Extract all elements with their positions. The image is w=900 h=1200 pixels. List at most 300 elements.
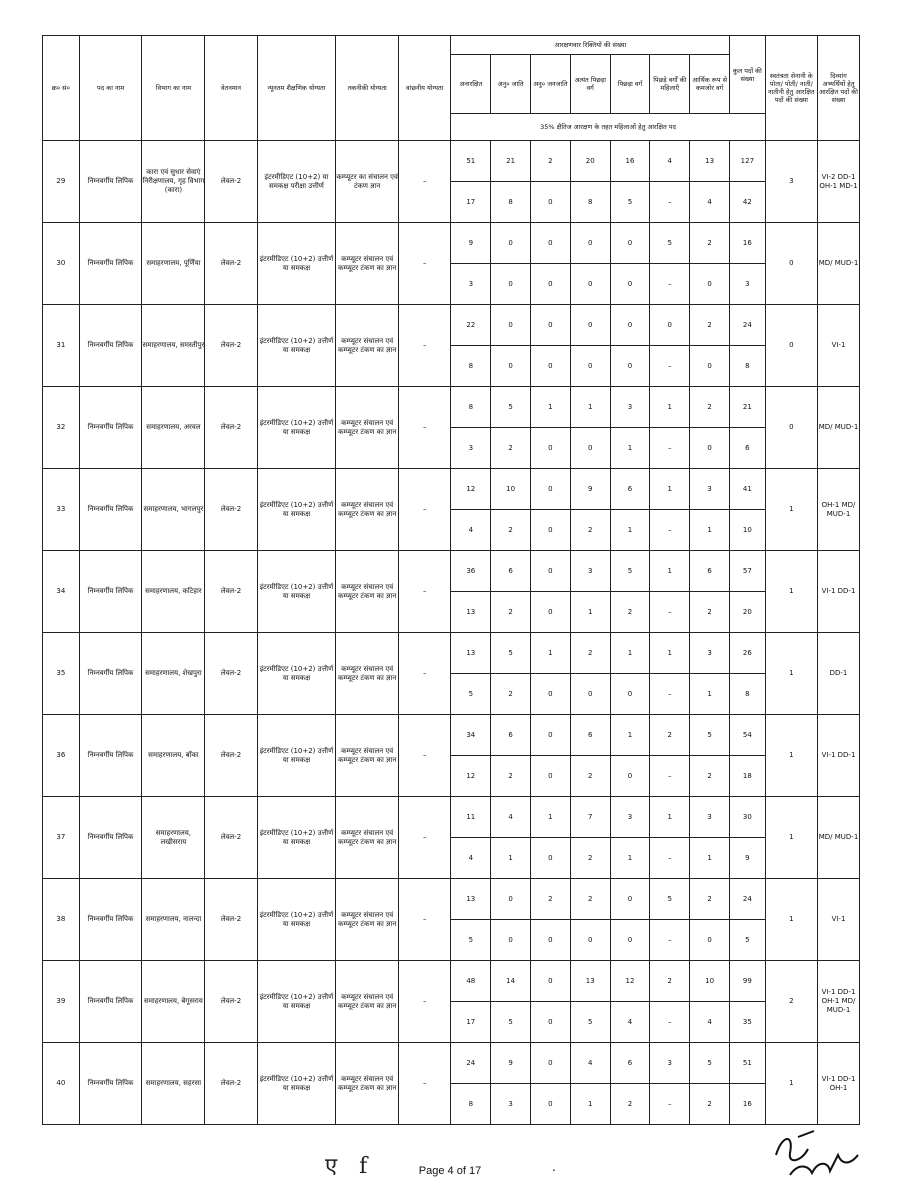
row-freedom-fighter: 1 <box>765 551 817 633</box>
women-vacancy-count: 2 <box>610 592 650 633</box>
women-vacancy-count: 3 <box>451 428 491 469</box>
women-vacancy-count: 0 <box>491 264 531 305</box>
table-row <box>43 141 860 182</box>
row-technical: कम्प्यूटर का संचालन एवं टंकण ज्ञान <box>336 141 399 223</box>
row-min-education: इंटरमीडिएट (10+2) उत्तीर्ण या समकक्ष <box>257 469 336 551</box>
row-post-name: निम्नवर्गीय लिपिक <box>79 469 142 551</box>
vacancy-count: 0 <box>491 879 531 920</box>
row-freedom-fighter: 3 <box>765 141 817 223</box>
women-vacancy-count: 0 <box>531 264 571 305</box>
vacancy-count: 99 <box>730 961 766 1002</box>
header-divyang: दिव्यांग अभ्यर्थियों हेतु आरक्षित पदों की संख्या <box>818 36 860 141</box>
women-vacancy-count: – <box>650 182 690 223</box>
row-divyang: MD/ MUD-1 <box>818 797 860 879</box>
row-divyang: VI-2 DD-1 OH-1 MD-1 <box>818 141 860 223</box>
row-sno: 29 <box>43 141 80 223</box>
row-desirable: – <box>399 551 451 633</box>
table-row <box>43 305 860 346</box>
row-department: समाहरणालय, बेगूसराय <box>142 961 205 1043</box>
vacancy-count: 2 <box>690 387 730 428</box>
women-vacancy-count: 0 <box>690 920 730 961</box>
row-sno: 34 <box>43 551 80 633</box>
vacancy-count: 4 <box>650 141 690 182</box>
vacancy-count: 4 <box>570 1043 610 1084</box>
table-header <box>43 36 860 141</box>
row-department: समाहरणालय, समस्तीपुर <box>142 305 205 387</box>
row-post-name: निम्नवर्गीय लिपिक <box>79 715 142 797</box>
row-freedom-fighter: 1 <box>765 633 817 715</box>
vacancy-count: 0 <box>610 879 650 920</box>
vacancy-count: 9 <box>491 1043 531 1084</box>
table-row <box>43 961 860 1002</box>
vacancy-count: 8 <box>451 387 491 428</box>
row-min-education: इंटरमीडिएट (10+2) उत्तीर्ण या समकक्ष <box>257 387 336 469</box>
row-desirable: – <box>399 1043 451 1125</box>
row-pay-level: लेवल-2 <box>205 551 257 633</box>
women-vacancy-count: – <box>650 510 690 551</box>
vacancy-count: 6 <box>570 715 610 756</box>
row-sno: 37 <box>43 797 80 879</box>
vacancy-count: 21 <box>491 141 531 182</box>
women-vacancy-count: 0 <box>690 428 730 469</box>
vacancy-count: 30 <box>730 797 766 838</box>
row-sno: 39 <box>43 961 80 1043</box>
row-divyang: VI-1 <box>818 305 860 387</box>
women-vacancy-count: – <box>650 428 690 469</box>
row-post-name: निम्नवर्गीय लिपिक <box>79 961 142 1043</box>
row-divyang: OH-1 MD/ MUD-1 <box>818 469 860 551</box>
row-department: समाहरणालय, सहरसा <box>142 1043 205 1125</box>
row-department: समाहरणालय, लखीसराय <box>142 797 205 879</box>
women-vacancy-count: 8 <box>730 346 766 387</box>
vacancy-count: 26 <box>730 633 766 674</box>
women-vacancy-count: 0 <box>531 756 571 797</box>
row-min-education: इंटरमीडिएट (10+2) उत्तीर्ण या समकक्ष <box>257 1043 336 1125</box>
women-vacancy-count: – <box>650 674 690 715</box>
vacancy-count: 11 <box>451 797 491 838</box>
women-vacancy-count: 0 <box>690 346 730 387</box>
women-vacancy-count: 3 <box>730 264 766 305</box>
header-category: आर्थिक रूप से कमजोर वर्ग <box>690 55 730 114</box>
row-freedom-fighter: 0 <box>765 387 817 469</box>
row-divyang: DD-1 <box>818 633 860 715</box>
women-vacancy-count: 17 <box>451 1002 491 1043</box>
vacancy-count: 1 <box>650 633 690 674</box>
row-min-education: इंटरमीडिएट (10+2) उत्तीर्ण या समकक्ष <box>257 633 336 715</box>
women-vacancy-count: 2 <box>491 674 531 715</box>
vacancy-count: 0 <box>531 223 571 264</box>
women-vacancy-count: 2 <box>491 592 531 633</box>
women-vacancy-count: 1 <box>610 428 650 469</box>
header-department: विभाग का नाम <box>142 36 205 141</box>
vacancy-count: 7 <box>570 797 610 838</box>
vacancy-count: 3 <box>610 387 650 428</box>
vacancy-count: 1 <box>650 469 690 510</box>
women-vacancy-count: 35 <box>730 1002 766 1043</box>
row-freedom-fighter: 1 <box>765 879 817 961</box>
vacancy-count: 0 <box>650 305 690 346</box>
vacancy-count: 5 <box>690 715 730 756</box>
vacancy-count: 5 <box>650 223 690 264</box>
row-freedom-fighter: 0 <box>765 223 817 305</box>
row-department: समाहरणालय, पूर्णिया <box>142 223 205 305</box>
header-category-group: आरक्षणवार रिक्तियों की संख्या <box>451 36 730 55</box>
row-divyang: VI-1 DD-1 OH-1 MD/ MUD-1 <box>818 961 860 1043</box>
table-row <box>43 879 860 920</box>
row-pay-level: लेवल-2 <box>205 469 257 551</box>
vacancy-count: 5 <box>491 633 531 674</box>
vacancy-count: 0 <box>570 223 610 264</box>
women-vacancy-count: – <box>650 592 690 633</box>
women-vacancy-count: 2 <box>491 428 531 469</box>
header-category: पिछड़े वर्गों की महिलाएँ <box>650 55 690 114</box>
header-min-education: न्यूनतम शैक्षणिक योग्यता <box>257 36 336 141</box>
women-vacancy-count: 0 <box>610 920 650 961</box>
vacancy-count: 3 <box>690 797 730 838</box>
women-vacancy-count: 8 <box>730 674 766 715</box>
header-technical: तकनीकी योग्यता <box>336 36 399 141</box>
women-vacancy-count: 4 <box>690 182 730 223</box>
row-desirable: – <box>399 469 451 551</box>
vacancy-count: 24 <box>730 305 766 346</box>
row-post-name: निम्नवर्गीय लिपिक <box>79 879 142 961</box>
vacancy-count: 2 <box>650 961 690 1002</box>
row-technical: कम्प्यूटर संचालन एवं कम्प्यूटर टंकण का ज्ञान <box>336 797 399 879</box>
women-vacancy-count: 10 <box>730 510 766 551</box>
women-vacancy-count: 0 <box>570 428 610 469</box>
vacancy-count: 21 <box>730 387 766 428</box>
women-vacancy-count: 0 <box>531 346 571 387</box>
vacancy-count: 0 <box>491 223 531 264</box>
row-divyang: VI-1 DD-1 <box>818 715 860 797</box>
vacancy-count: 6 <box>610 1043 650 1084</box>
table-row <box>43 633 860 674</box>
row-divyang: VI-1 DD-1 OH-1 <box>818 1043 860 1125</box>
women-vacancy-count: 1 <box>610 510 650 551</box>
vacancy-count: 51 <box>451 141 491 182</box>
initial-mark: ए <box>325 1154 338 1179</box>
women-vacancy-count: 2 <box>491 510 531 551</box>
women-vacancy-count: 1 <box>570 592 610 633</box>
women-vacancy-count: 0 <box>491 346 531 387</box>
row-min-education: इंटरमीडिएट (10+2) उत्तीर्ण या समकक्ष <box>257 879 336 961</box>
row-desirable: – <box>399 141 451 223</box>
vacancy-count: 6 <box>690 551 730 592</box>
vacancy-count: 51 <box>730 1043 766 1084</box>
vacancy-count: 36 <box>451 551 491 592</box>
women-vacancy-count: 2 <box>690 1084 730 1125</box>
initial-mark: f <box>359 1154 368 1179</box>
women-vacancy-count: 6 <box>730 428 766 469</box>
header-post-name: पद का नाम <box>79 36 142 141</box>
row-desirable: – <box>399 879 451 961</box>
row-pay-level: लेवल-2 <box>205 715 257 797</box>
row-department: समाहरणालय, कटिहार <box>142 551 205 633</box>
vacancy-count: 14 <box>491 961 531 1002</box>
footer-dot: . <box>552 1160 556 1174</box>
header-sno: क्र० सं० <box>43 36 80 141</box>
vacancy-count: 12 <box>451 469 491 510</box>
women-vacancy-count: – <box>650 920 690 961</box>
vacancy-count: 20 <box>570 141 610 182</box>
row-department: कारा एवं सुधार सेवाएं निरीक्षणालय, गृह विभाग (कारा) <box>142 141 205 223</box>
vacancy-count: 6 <box>491 551 531 592</box>
women-vacancy-count: 2 <box>570 510 610 551</box>
women-vacancy-count: 17 <box>451 182 491 223</box>
women-vacancy-count: 1 <box>690 510 730 551</box>
women-vacancy-count: 0 <box>531 1084 571 1125</box>
header-category: अनु० जाति <box>491 55 531 114</box>
vacancy-count: 2 <box>650 715 690 756</box>
row-desirable: – <box>399 223 451 305</box>
row-pay-level: लेवल-2 <box>205 141 257 223</box>
row-technical: कम्प्यूटर संचालन एवं कम्प्यूटर टंकण का ज्ञान <box>336 387 399 469</box>
vacancy-count: 2 <box>690 879 730 920</box>
women-vacancy-count: 16 <box>730 1084 766 1125</box>
row-sno: 40 <box>43 1043 80 1125</box>
vacancy-count: 0 <box>570 305 610 346</box>
women-vacancy-count: 5 <box>451 920 491 961</box>
vacancy-count: 1 <box>531 633 571 674</box>
women-vacancy-count: – <box>650 264 690 305</box>
row-desirable: – <box>399 387 451 469</box>
women-vacancy-count: 8 <box>570 182 610 223</box>
women-vacancy-count: 2 <box>610 1084 650 1125</box>
row-min-education: इंटरमीडिएट (10+2) उत्तीर्ण या समकक्ष <box>257 305 336 387</box>
women-vacancy-count: 2 <box>690 756 730 797</box>
vacancy-count: 3 <box>610 797 650 838</box>
table-row <box>43 551 860 592</box>
vacancy-count: 16 <box>610 141 650 182</box>
row-sno: 35 <box>43 633 80 715</box>
vacancy-count: 0 <box>531 1043 571 1084</box>
women-vacancy-count: 5 <box>570 1002 610 1043</box>
women-vacancy-count: 0 <box>531 838 571 879</box>
women-vacancy-count: 2 <box>491 756 531 797</box>
women-vacancy-count: 0 <box>531 1002 571 1043</box>
row-divyang: MD/ MUD-1 <box>818 223 860 305</box>
women-vacancy-count: 13 <box>451 592 491 633</box>
row-technical: कम्प्यूटर संचालन एवं कम्प्यूटर टंकण का ज्ञान <box>336 551 399 633</box>
row-post-name: निम्नवर्गीय लिपिक <box>79 1043 142 1125</box>
header-desirable: वांछनीय योग्यता <box>399 36 451 141</box>
vacancy-count: 3 <box>570 551 610 592</box>
vacancy-count: 127 <box>730 141 766 182</box>
women-vacancy-count: 0 <box>690 264 730 305</box>
row-technical: कम्प्यूटर संचालन एवं कम्प्यूटर टंकण का ज्ञान <box>336 879 399 961</box>
row-sno: 36 <box>43 715 80 797</box>
row-department: समाहरणालय, नालन्दा <box>142 879 205 961</box>
women-vacancy-count: 0 <box>570 264 610 305</box>
women-vacancy-count: – <box>650 346 690 387</box>
vacancy-count: 48 <box>451 961 491 1002</box>
row-divyang: VI-1 <box>818 879 860 961</box>
row-freedom-fighter: 1 <box>765 797 817 879</box>
vacancy-count: 2 <box>531 141 571 182</box>
vacancy-count: 9 <box>451 223 491 264</box>
table-row <box>43 223 860 264</box>
vacancy-count: 22 <box>451 305 491 346</box>
vacancy-count: 3 <box>650 1043 690 1084</box>
row-post-name: निम्नवर्गीय लिपिक <box>79 797 142 879</box>
women-vacancy-count: 2 <box>690 592 730 633</box>
vacancy-count: 3 <box>690 469 730 510</box>
header-total: कुल पदों की संख्या <box>730 36 766 114</box>
row-pay-level: लेवल-2 <box>205 633 257 715</box>
vacancy-count: 0 <box>531 715 571 756</box>
women-vacancy-count: 4 <box>451 838 491 879</box>
women-vacancy-count: 0 <box>531 182 571 223</box>
women-vacancy-count: 9 <box>730 838 766 879</box>
row-technical: कम्प्यूटर संचालन एवं कम्प्यूटर टंकण का ज्ञान <box>336 469 399 551</box>
women-vacancy-count: 2 <box>570 838 610 879</box>
vacancy-count: 0 <box>531 961 571 1002</box>
row-department: समाहरणालय, बाँका <box>142 715 205 797</box>
women-vacancy-count: 18 <box>730 756 766 797</box>
row-pay-level: लेवल-2 <box>205 305 257 387</box>
row-min-education: इंटरमीडिएट (10+2) उत्तीर्ण या समकक्ष <box>257 715 336 797</box>
vacancy-count: 6 <box>610 469 650 510</box>
row-technical: कम्प्यूटर संचालन एवं कम्प्यूटर टंकण का ज्ञान <box>336 1043 399 1125</box>
row-technical: कम्प्यूटर संचालन एवं कम्प्यूटर टंकण का ज्ञान <box>336 715 399 797</box>
women-vacancy-count: 0 <box>610 756 650 797</box>
vacancy-count: 54 <box>730 715 766 756</box>
vacancy-count: 0 <box>531 469 571 510</box>
women-vacancy-count: 1 <box>491 838 531 879</box>
vacancy-count: 24 <box>451 1043 491 1084</box>
women-vacancy-count: 0 <box>570 920 610 961</box>
row-pay-level: लेवल-2 <box>205 961 257 1043</box>
row-sno: 31 <box>43 305 80 387</box>
row-department: समाहरणालय, शेखपुरा <box>142 633 205 715</box>
women-vacancy-count: 0 <box>531 674 571 715</box>
women-vacancy-count: 0 <box>610 264 650 305</box>
row-min-education: इंटरमीडिएट (10+2) उत्तीर्ण या समकक्ष <box>257 223 336 305</box>
women-vacancy-count: 3 <box>491 1084 531 1125</box>
header-category: अनारक्षित <box>451 55 491 114</box>
table-row <box>43 797 860 838</box>
women-vacancy-count: 0 <box>531 510 571 551</box>
row-post-name: निम्नवर्गीय लिपिक <box>79 551 142 633</box>
row-post-name: निम्नवर्गीय लिपिक <box>79 387 142 469</box>
row-min-education: इंटरमीडिएट (10+2) उत्तीर्ण या समकक्ष <box>257 551 336 633</box>
row-technical: कम्प्यूटर संचालन एवं कम्प्यूटर टंकण का ज्ञान <box>336 223 399 305</box>
table-row <box>43 387 860 428</box>
vacancy-count: 13 <box>570 961 610 1002</box>
vacancy-count: 0 <box>531 551 571 592</box>
vacancy-count: 0 <box>531 305 571 346</box>
vacancy-count: 1 <box>650 387 690 428</box>
row-freedom-fighter: 2 <box>765 961 817 1043</box>
row-technical: कम्प्यूटर संचालन एवं कम्प्यूटर टंकण का ज्ञान <box>336 961 399 1043</box>
vacancy-count: 2 <box>570 879 610 920</box>
women-vacancy-count: 20 <box>730 592 766 633</box>
women-vacancy-count: 4 <box>610 1002 650 1043</box>
page-number: Page 4 of 17 <box>418 1165 482 1177</box>
vacancy-count: 1 <box>610 633 650 674</box>
women-vacancy-count: 0 <box>610 674 650 715</box>
vacancy-count: 10 <box>690 961 730 1002</box>
signature-icon <box>768 1125 868 1185</box>
row-divyang: MD/ MUD-1 <box>818 387 860 469</box>
vacancy-count: 13 <box>690 141 730 182</box>
row-desirable: – <box>399 961 451 1043</box>
vacancy-count: 0 <box>610 223 650 264</box>
header-pay-level: वेतनमान <box>205 36 257 141</box>
row-freedom-fighter: 1 <box>765 1043 817 1125</box>
vacancy-count: 2 <box>531 879 571 920</box>
women-vacancy-count: 5 <box>451 674 491 715</box>
row-department: समाहरणालय, भागलपुर <box>142 469 205 551</box>
vacancy-count: 2 <box>690 223 730 264</box>
row-desirable: – <box>399 715 451 797</box>
women-vacancy-count: 0 <box>531 920 571 961</box>
row-pay-level: लेवल-2 <box>205 879 257 961</box>
vacancy-count: 3 <box>690 633 730 674</box>
women-vacancy-count: 2 <box>570 756 610 797</box>
vacancy-count: 13 <box>451 879 491 920</box>
women-vacancy-count: 0 <box>491 920 531 961</box>
header-category: अत्यंत पिछड़ा वर्ग <box>570 55 610 114</box>
women-vacancy-count: 5 <box>610 182 650 223</box>
vacancy-count: 1 <box>570 387 610 428</box>
row-department: समाहरणालय, अरवल <box>142 387 205 469</box>
row-sno: 30 <box>43 223 80 305</box>
vacancy-count: 0 <box>610 305 650 346</box>
vacancy-count: 1 <box>650 797 690 838</box>
row-freedom-fighter: 1 <box>765 469 817 551</box>
women-vacancy-count: 0 <box>531 428 571 469</box>
row-technical: कम्प्यूटर संचालन एवं कम्प्यूटर टंकण का ज्ञान <box>336 305 399 387</box>
women-vacancy-count: 4 <box>690 1002 730 1043</box>
women-vacancy-count: – <box>650 1002 690 1043</box>
vacancy-table <box>42 35 860 1125</box>
women-vacancy-count: 1 <box>690 838 730 879</box>
women-vacancy-count: 0 <box>610 346 650 387</box>
row-min-education: इंटरमीडिएट (10+2) उत्तीर्ण या समकक्ष <box>257 961 336 1043</box>
women-vacancy-count: 1 <box>570 1084 610 1125</box>
vacancy-count: 5 <box>650 879 690 920</box>
vacancy-count: 4 <box>491 797 531 838</box>
women-vacancy-count: 0 <box>570 346 610 387</box>
row-min-education: इंटरमीडिएट (10+2) या समकक्ष परीक्षा उत्तीर्ण <box>257 141 336 223</box>
row-technical: कम्प्यूटर संचालन एवं कम्प्यूटर टंकण का ज्ञान <box>336 633 399 715</box>
women-vacancy-count: – <box>650 1084 690 1125</box>
table-row <box>43 715 860 756</box>
women-vacancy-count: 12 <box>451 756 491 797</box>
header-category: पिछड़ा वर्ग <box>610 55 650 114</box>
row-divyang: VI-1 DD-1 <box>818 551 860 633</box>
header-category: अनु० जनजाति <box>531 55 571 114</box>
vacancy-count: 1 <box>531 797 571 838</box>
row-desirable: – <box>399 305 451 387</box>
row-pay-level: लेवल-2 <box>205 387 257 469</box>
row-post-name: निम्नवर्गीय लिपिक <box>79 305 142 387</box>
vacancy-count: 34 <box>451 715 491 756</box>
women-vacancy-count: 3 <box>451 264 491 305</box>
row-sno: 38 <box>43 879 80 961</box>
table-body <box>43 141 860 1125</box>
row-sno: 32 <box>43 387 80 469</box>
vacancy-count: 12 <box>610 961 650 1002</box>
table-row <box>43 1043 860 1084</box>
row-pay-level: लेवल-2 <box>205 797 257 879</box>
vacancy-count: 24 <box>730 879 766 920</box>
table-row <box>43 469 860 510</box>
row-pay-level: लेवल-2 <box>205 223 257 305</box>
row-desirable: – <box>399 797 451 879</box>
vacancy-count: 13 <box>451 633 491 674</box>
